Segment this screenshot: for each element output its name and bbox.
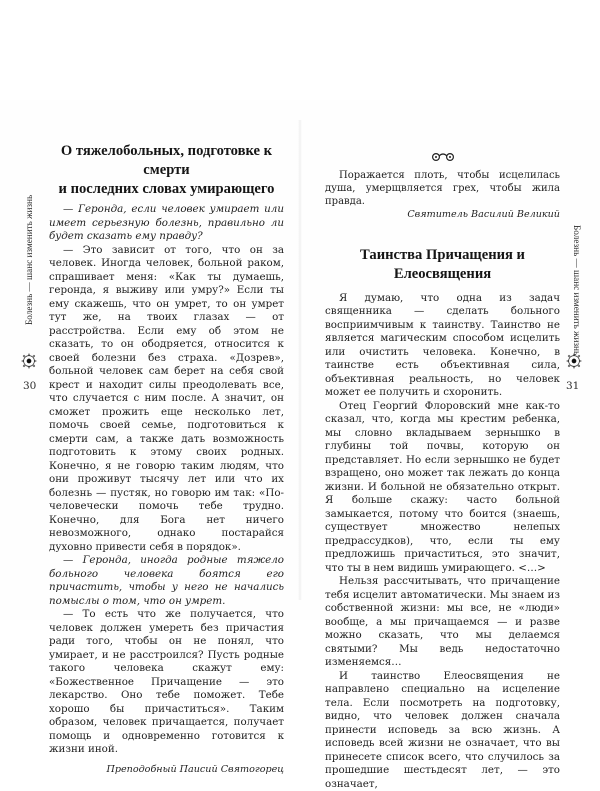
attribution: Преподобный Паисий Святогорец — [49, 763, 284, 777]
section-heading-right: Таинства Причащения и Елеосвящения — [325, 246, 560, 284]
page-number-right: 31 — [566, 380, 579, 392]
compass-rose-icon — [565, 352, 583, 370]
epigraph: Поражается плоть, чтобы исцелилась душа, умерщвляется грех, чтобы жила правда. — [325, 169, 560, 208]
compass-rose-icon — [20, 352, 38, 370]
answer-paragraph: — То есть что же получается, что человек должен умереть без причастия ради того, чтобы он не понял, что умирает, и не расстроился? Пусть родные такого человека скажут ему: «Божественное Причащение — это лекарство. Оно тебе поможет. Тебе хорошо бы причаститься». Таким образом, человек причащается, получает помощь и одновременно готовится к жизни иной. — [49, 608, 284, 757]
body-paragraph: Отец Георгий Флоровский мне как-то сказал, что, когда мы крестим ребенка, мы словно вкладываем зернышко в глубины той почвы, которую он представляет. Но если зернышко не будет взращено, оно может так лежать до конца жизни. И больной не обязательно открыт. Я больше скажу: часто больной замыкается, потому что боится (знаешь, существует множество нелепых предрассудков), что, если ты ему предложишь причаститься, это значит, что ты в нем видишь умирающего. <…> — [325, 400, 560, 576]
body-paragraph: И таинство Елеосвящения не направлено специально на исцеление тела. Если посмотреть на подготовку, видно, что человек должен сначала принести исповедь за всю жизнь. А исповедь всей жизни не означает, что вы принесете список всего, что случилось за прошедшие шестьдесят лет, — это означает, — [325, 670, 560, 791]
book-spread — [0, 100, 600, 620]
running-head-right: Болезнь — шанс изменить жизнь — [572, 225, 582, 355]
answer-paragraph: — Это зависит от того, что он за человек. Иногда человек, больной раком, спрашивает меня: «Как ты думаешь, геронда, я выживу или умру?» Если ты ему скажешь, что он умрет, то он умрет тут же, на твоих глазах — от расстройства. Если ему об этом не сказать, то он ободряется, относится к своей болезни без страха. «Дозрев», больной человек сам берет на себя свой крест и находит силы преодолевать все, что случается с ним после. А значит, он сможет прожить еще несколько лет, помочь своей семье, подготовиться к смерти сам, а также дать возможность подготовить к этому своих родных. Конечно, я не говорю таким людям, что они проживут тысячу лет или что их болезнь — пустяк, но говорю им так: «По-человечески помочь тебе трудно. Конечно, для Бога нет ничего невозможного, однако постарайся духовно привести себя в порядок». — [49, 244, 284, 555]
right-page — [300, 100, 600, 620]
heading-line-2: и последних словах умирающего — [49, 180, 284, 199]
left-text-block — [49, 142, 284, 776]
body-paragraph: Нельзя рассчитывать, что причащение тебя исцелит автоматически. Мы знаем из собственной жизни: мы все, не «люди» вообще, а мы причащаемся — и разве можно сказать, что мы делаемся святыми? Мы ведь недостаточно изменяемся… — [325, 575, 560, 670]
page-number-left: 30 — [23, 380, 36, 392]
left-page — [0, 100, 300, 620]
running-head-left: Болезнь — шанс изменить жизнь — [24, 195, 34, 325]
heading-line-1: О тяжелобольных, подготовке к смерти — [49, 142, 284, 180]
body-paragraph: Я думаю, что одна из задач священника — сделать больного восприимчивым к таинству. Таинство не является магическим способом исцелить или очистить человека. Конечно, в таинстве есть объективная сила, объективная реальность, но человек может ее получить и схоронить. — [325, 292, 560, 400]
section-heading-left — [49, 142, 284, 199]
question-paragraph: — Геронда, иногда родные тяжело больного человека боятся его причастить, чтобы у него не начались помыслы о том, что он умрет. — [49, 554, 284, 608]
fleuron-ornament-icon — [325, 152, 560, 166]
question-paragraph: — Геронда, если человек умирает или имеет серьезную болезнь, правильно ли будет сказать ему правду? — [49, 203, 284, 244]
epigraph-attribution: Святитель Василий Великий — [325, 208, 560, 222]
right-text-block — [325, 152, 560, 791]
